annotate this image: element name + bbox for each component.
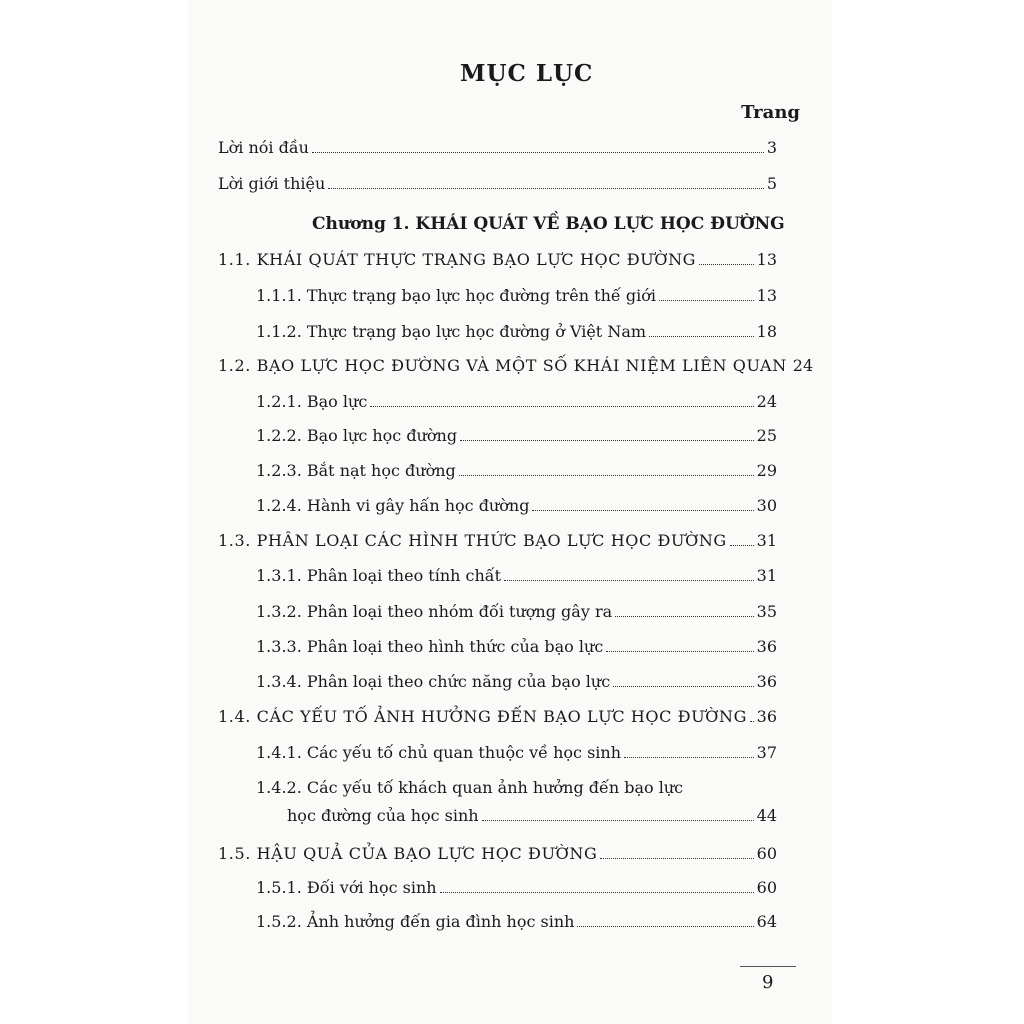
toc-subsection-1-3-4 [256, 672, 777, 691]
leader-dots [615, 615, 754, 617]
toc-subsection-1-2-1 [256, 392, 777, 411]
toc-subsection-1-4-2 [287, 806, 777, 825]
toc-subsection-1-3-2 [256, 602, 777, 621]
toc-subsection-label: 1.3.3. Phân loại theo hình thức của bạo lực [256, 637, 604, 656]
footer-rule [740, 966, 796, 967]
toc-subsection-page: 37 [756, 743, 777, 762]
toc-entry-page: 5 [766, 174, 777, 193]
toc-subsection-continuation: học đường của học sinh [287, 806, 479, 825]
toc-entry-label: Lời nói đầu [218, 138, 309, 157]
toc-entry-page: 3 [766, 138, 777, 157]
leader-dots [577, 925, 753, 927]
toc-subsection-page: 36 [756, 637, 777, 656]
toc-subsection-1-4-1 [256, 743, 777, 762]
toc-subsection-1-1-1 [256, 286, 777, 305]
leader-dots [532, 509, 753, 511]
toc-section-label: 1.3. PHÂN LOẠI CÁC HÌNH THỨC BẠO LỰC HỌC ĐƯỜNG [218, 531, 727, 550]
leader-dots [312, 151, 764, 153]
leader-dots [659, 299, 754, 301]
toc-subsection-label: 1.3.2. Phân loại theo nhóm đối tượng gây ra [256, 602, 613, 621]
toc-entry-label: Lời giới thiệu [218, 174, 326, 193]
leader-dots [624, 756, 754, 758]
toc-section-page: 13 [756, 250, 777, 269]
toc-subsection-page: 13 [756, 286, 777, 305]
toc-subsection-1-3-3 [256, 637, 777, 656]
toc-section-1-2 [218, 356, 814, 375]
toc-section-page: 31 [756, 531, 777, 550]
toc-subsection-label: 1.2.2. Bạo lực học đường [256, 426, 458, 445]
leader-dots [750, 720, 754, 722]
page-number: 9 [762, 972, 774, 993]
leader-dots [482, 819, 754, 821]
toc-subsection-page: 30 [756, 496, 777, 515]
leader-dots [370, 405, 753, 407]
toc-subsection-label: 1.3.4. Phân loại theo chức năng của bạo lực [256, 672, 611, 691]
page-column-label: Trang [741, 102, 800, 123]
toc-subsection-1-2-4 [256, 496, 777, 515]
toc-subsection-page: 18 [756, 322, 777, 341]
toc-subsection-label: 1.3.1. Phân loại theo tính chất [256, 566, 502, 585]
toc-subsection-1-2-2 [256, 426, 777, 445]
leader-dots [649, 335, 754, 337]
leader-dots [440, 891, 754, 893]
toc-subsection-1-4-2-label: 1.4.2. Các yếu tố khách quan ảnh hưởng đến bạo lực [256, 778, 684, 797]
toc-section-1-1 [218, 250, 777, 269]
toc-section-label: 1.4. CÁC YẾU TỐ ẢNH HƯỞNG ĐẾN BẠO LỰC HỌC ĐƯỜNG [218, 707, 747, 726]
toc-subsection-1-5-2 [256, 912, 777, 931]
toc-subsection-page: 29 [756, 461, 777, 480]
toc-entry-front-2 [218, 174, 777, 193]
toc-section-1-5 [218, 844, 777, 863]
toc-subsection-page: 31 [756, 566, 777, 585]
toc-subsection-page: 36 [756, 672, 777, 691]
toc-entry-front-1 [218, 138, 777, 157]
toc-subsection-1-1-2 [256, 322, 777, 341]
leader-dots [459, 474, 754, 476]
toc-subsection-label: 1.2.4. Hành vi gây hấn học đường [256, 496, 530, 515]
leader-dots [613, 685, 753, 687]
leader-dots [730, 544, 754, 546]
toc-subsection-label: 1.5.1. Đối với học sinh [256, 878, 437, 897]
leader-dots [328, 187, 764, 189]
leader-dots [600, 857, 753, 859]
toc-subsection-label: 1.4.1. Các yếu tố chủ quan thuộc về học sinh [256, 743, 622, 762]
toc-subsection-page: 24 [756, 392, 777, 411]
chapter-title: Chương 1. KHÁI QUÁT VỀ BẠO LỰC HỌC ĐƯỜNG [312, 214, 785, 234]
toc-section-1-4 [218, 707, 777, 726]
toc-section-1-3 [218, 531, 777, 550]
toc-subsection-1-3-1 [256, 566, 777, 585]
toc-section-page: 24 [792, 356, 814, 375]
toc-subsection-page: 44 [756, 806, 777, 825]
leader-dots [699, 263, 754, 265]
toc-section-label: 1.2. BẠO LỰC HỌC ĐƯỜNG VÀ MỘT SỐ KHÁI NIỆM LIÊN QUAN [218, 356, 787, 375]
toc-subsection-label: 1.2.3. Bắt nạt học đường [256, 461, 456, 480]
toc-section-page: 36 [756, 707, 777, 726]
toc-subsection-label: 1.1.2. Thực trạng bạo lực học đường ở Việt Nam [256, 322, 647, 341]
toc-subsection-label: 1.1.1. Thực trạng bạo lực học đường trên thế giới [256, 286, 656, 305]
toc-subsection-1-2-3 [256, 461, 777, 480]
toc-subsection-page: 60 [756, 878, 777, 897]
toc-subsection-label: 1.5.2. Ảnh hưởng đến gia đình học sinh [256, 912, 575, 931]
toc-section-page: 60 [756, 844, 777, 863]
toc-section-label: 1.1. KHÁI QUÁT THỰC TRẠNG BẠO LỰC HỌC ĐƯỜNG [218, 250, 697, 269]
leader-dots [606, 650, 753, 652]
leader-dots [504, 579, 754, 581]
toc-subsection-1-5-1 [256, 878, 777, 897]
toc-subsection-page: 35 [756, 602, 777, 621]
toc-subsection-page: 25 [756, 426, 777, 445]
toc-section-label: 1.5. HẬU QUẢ CỦA BẠO LỰC HỌC ĐƯỜNG [218, 844, 598, 863]
leader-dots [460, 439, 754, 441]
toc-heading: MỤC LỤC [460, 60, 594, 87]
toc-subsection-page: 64 [756, 912, 777, 931]
toc-subsection-label: 1.2.1. Bạo lực [256, 392, 368, 411]
